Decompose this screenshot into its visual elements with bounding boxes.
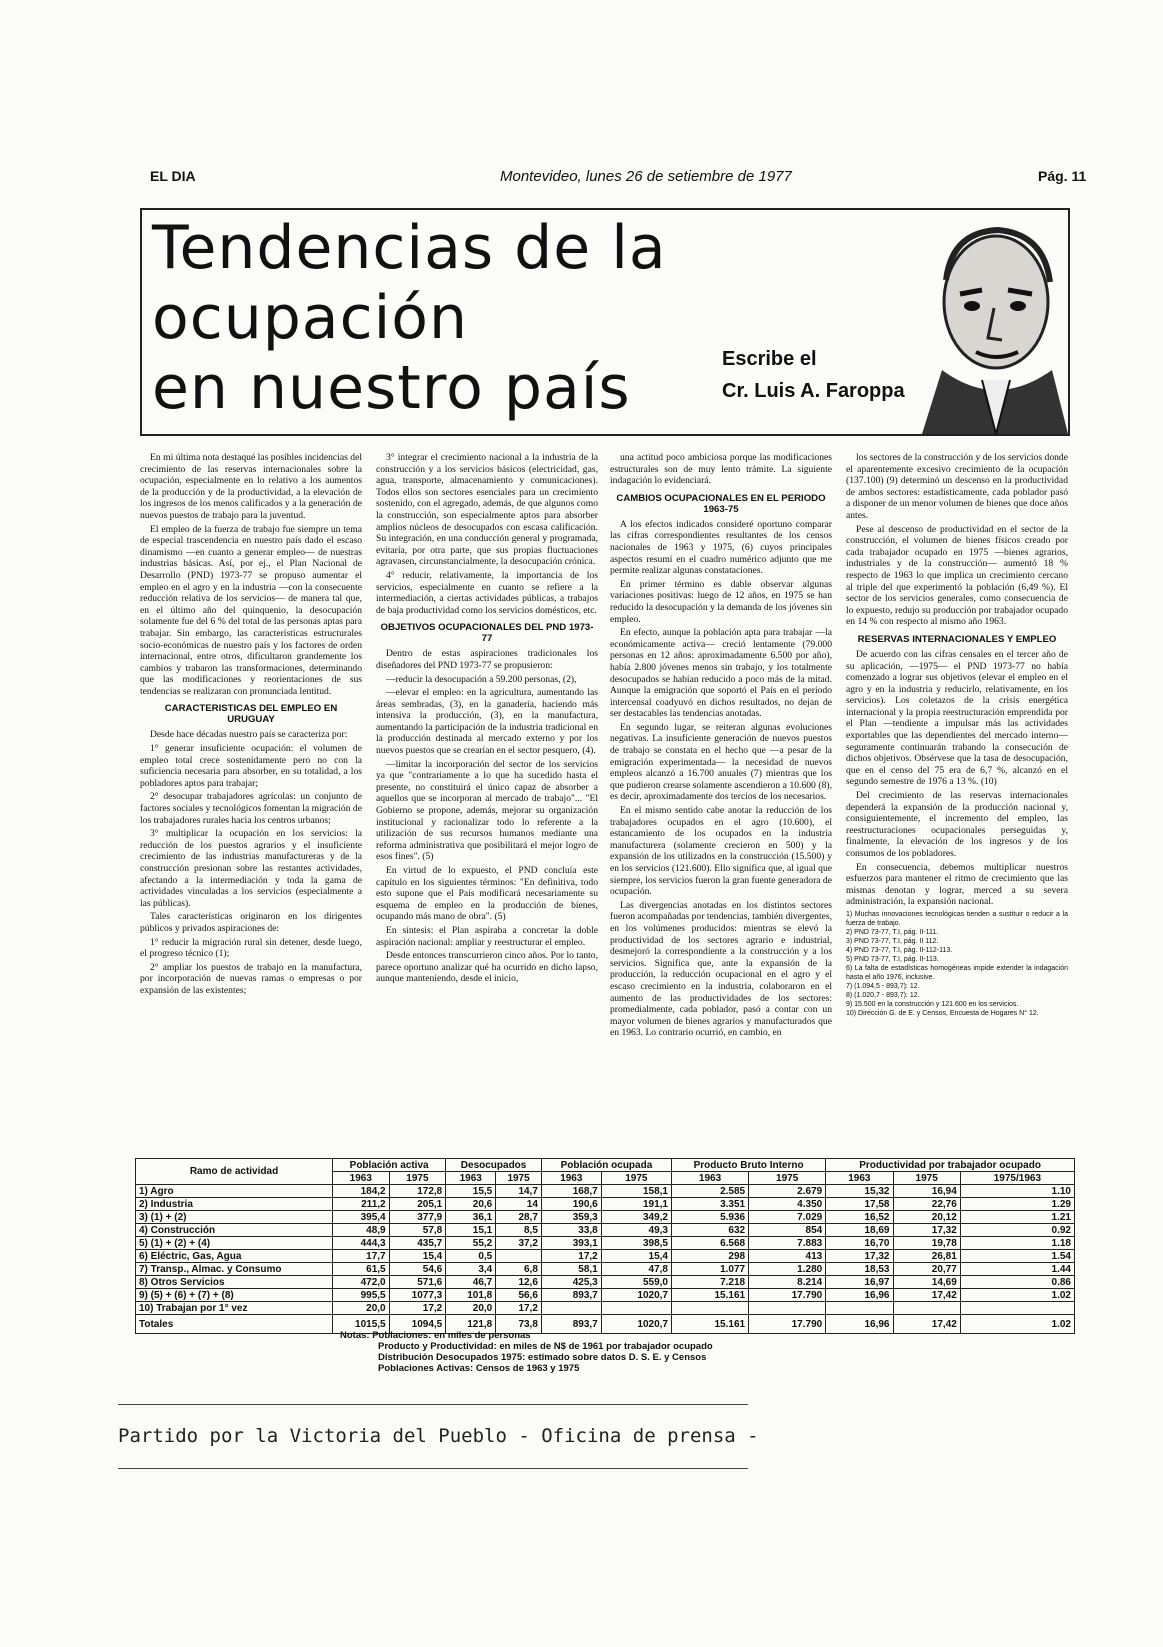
table-cell: 15.161 (671, 1289, 748, 1302)
divider (118, 1468, 748, 1469)
article-body (140, 452, 1070, 1152)
table-cell: 37,2 (496, 1237, 542, 1250)
table-cell: 6,8 (496, 1263, 542, 1276)
table-cell: 49,3 (601, 1224, 671, 1237)
table-notes (340, 1330, 713, 1374)
paragraph: —limitar la incorporación del sector de los servicios ya que "contrariamente a lo que ha sucedido hasta el presente, no constituirá el único capaz de absorber a aquellos que se incorporan al mercado de trabajo"... "El Gobierno se propone, además, mejorar su organización institucional y racionalizar todo lo referente a la utilización de sus recursos humanos mediante una reforma administrativa que posibilitará el mejor logro de esos fines". (5) (376, 758, 598, 863)
paragraph: 3° integrar el crecimiento nacional a la industria de la construcción y a los servicios básicos (electricidad, gas, agua, transporte, almacenamiento y comunicaciones). Todos ellos son sectores esenciales para un crecimiento sostenido, con el agregado, además, de que algunos como la construcción, son especialmente aptos para absorber amplios núcleos de desocupados con escasa calificación. Su integración, en una conducción general y programada, evitaría, por otra parte, que sus propias fluctuaciones agravasen, circunstancialmente, la desocupación crónica. (376, 452, 598, 568)
row-label: 8) Otros Servicios (136, 1276, 333, 1289)
footnote: 2) PND 73-77, T.I, pág. II-111. (846, 928, 939, 936)
paragraph: 2° desocupar trabajadores agrícolas: un conjunto de factores sociales y tecnológicos fomentan la migración de los trabajadores rurales hacia los centros urbanos; (140, 791, 362, 826)
footnote: 1) Muchas innovaciones tecnológicas tienden a sustituir o reducir a la fuerza de trabajo. (846, 910, 1068, 927)
paragraph: En segundo lugar, se reiteran algunas evoluciones negativas. La insuficiente generación de nuevos puestos de trabajo se constata en el hecho que —a pesar de la emigración experimentada— la necesidad de nuevos empleos alcanzó a 16.700 anuales (7) mientras que los que pudieron crearse solamente ascendieron a 10.600 (8), es decir, aproximadamente dos tercios de los necesarios. (610, 721, 832, 803)
paragraph: Desde hace décadas nuestro país se caracteriza por: (150, 729, 348, 741)
paragraph: El empleo de la fuerza de trabajo fue siempre un tema de especial trascendencia en nuestro país dado el escaso dinamismo —en cuanto a generar empleo— de nuestras industrias básicas. Así, por ej., el Plan Nacional de Desarrollo (PND) 1973-77 se propuso aumentar el empleo en el agro y en la industria —con la consecuente reducción relativa de los servicios— de manera tal que, en el último año del quinquenio, la desocupación solamente fue del 6 % del total de las personas aptas para trabajar. Sin embargo, las características estructurales socio-económicas de nuestro país y los factores de orden internacional, entre otros, dificultaron grandemente los cambios y trabaron las transformaciones, determinando que las modificaciones y reorientaciones de sus tendencias se realizaran con pronunciada lentitud. (140, 523, 362, 697)
table-row (136, 1224, 1075, 1237)
table-cell: 632 (671, 1224, 748, 1237)
year-header: 1963 (541, 1172, 601, 1185)
paragraph: —reducir la desocupación a 59.200 personas, (2), (386, 673, 577, 685)
table-cell: 6.568 (671, 1237, 748, 1250)
table-cell: 5.936 (671, 1211, 748, 1224)
table-cell: 7.218 (671, 1276, 748, 1289)
table-cell: 205,1 (389, 1198, 446, 1211)
paragraph: —elevar el empleo: en la agricultura, aumentando las áreas sembradas, (3), en la ganadería, haciendo más intensiva la producción, (3), en la manufactura, aumentando la participación de la industria tradicional en la producción destinada al mercado externo y por los nuevos puestos que se crearían en el sector pesquero, (4). (376, 687, 598, 757)
divider (118, 1404, 748, 1405)
table-cell: 17,2 (541, 1250, 601, 1263)
paragraph: 2° ampliar los puestos de trabajo en la manufactura, por incorporación de nuevas ramas o empresas o por expansión de las existentes; (140, 961, 362, 996)
table-cell: 1015,5 (333, 1315, 390, 1334)
paragraph: En efecto, aunque la población apta para trabajar —la económicamente activa— creció lentamente (79.000 personas en 12 años: aproximadamente 6.500 por año), había 2.800 jóvenes menos sin trabajo, y los totalmente desocupados se habían reducido a poco más de la mitad. Aunque la emigración que soportó el País en el período intercensal coadyuvó en dichos resultados, no dejan de ser destacables las tendencias anotadas. (610, 627, 832, 720)
table-cell: 472,0 (333, 1276, 390, 1289)
table-cell: 17,42 (893, 1289, 960, 1302)
table-cell (671, 1302, 748, 1315)
table-cell: 1.02 (960, 1289, 1074, 1302)
table-cell: 1020,7 (601, 1289, 671, 1302)
table-cell: 393,1 (541, 1237, 601, 1250)
row-label: 7) Transp., Almac. y Consumo (136, 1263, 333, 1276)
note-line: Poblaciones: en miles de personas (372, 1330, 531, 1341)
table-cell: 1020,7 (601, 1315, 671, 1334)
table-cell: 58,1 (541, 1263, 601, 1276)
table-cell: 18,69 (826, 1224, 893, 1237)
table-cell: 17.790 (749, 1315, 826, 1334)
paragraph: 3° multiplicar la ocupación en los servicios: la reducción de los puestos agrarios y el insuficiente crecimiento de las industrias manufactureras y de la construcción presionan sobre las restantes actividades, afectando a la intermediación y toda la gama de actividades vinculadas a los servicios (especialmente a las públicas). (140, 828, 362, 909)
table-cell: 211,2 (333, 1198, 390, 1211)
footnote: 7) (1.094,5 - 893,7): 12. (846, 982, 920, 990)
row-label: 5) (1) + (2) + (4) (136, 1237, 333, 1250)
group-header: Población activa (333, 1159, 446, 1172)
paragraph: Tales características originaron en los dirigentes públicos y privados aspiraciones de: (140, 911, 362, 934)
year-header: 1963 (446, 1172, 496, 1185)
table-cell: 20,6 (446, 1198, 496, 1211)
paragraph: En el mismo sentido cabe anotar la reducción de los trabajadores ocupados en el agro (10.600), el estancamiento de los ocupados en la industria manufacturera (solamente crecieron en 500) y la expansión de los utilizados en la construcción (15.500) y en los servicios (121.600). Ello significa que, al igual que siempre, los servicios fueron la gran fuente generadora de ocupación. (610, 805, 832, 898)
table-cell: 0.86 (960, 1276, 1074, 1289)
table-cell: 19,78 (893, 1237, 960, 1250)
table-cell: 3.351 (671, 1198, 748, 1211)
table-cell: 559,0 (601, 1276, 671, 1289)
table-cell: 854 (749, 1224, 826, 1237)
table-cell: 8,5 (496, 1224, 542, 1237)
table-cell: 16,96 (826, 1315, 893, 1334)
table-row (136, 1250, 1075, 1263)
table-cell: 16,52 (826, 1211, 893, 1224)
article-column-1 (140, 452, 362, 1152)
table-cell: 33,8 (541, 1224, 601, 1237)
paragraph: 4° reducir, relativamente, la importancia de los servicios, especialmente en cuanto se refiere a la intermediación, a ciertas actividades públicas, a trabajos de baja productividad como los servicios domésticos, etc. (376, 569, 598, 616)
table-cell: 47,8 (601, 1263, 671, 1276)
row-label: 3) (1) + (2) (136, 1211, 333, 1224)
table-cell: 413 (749, 1250, 826, 1263)
article-column-2 (376, 452, 598, 1152)
table-cell: 571,6 (389, 1276, 446, 1289)
table-cell: 26,81 (893, 1250, 960, 1263)
table-cell: 17,42 (893, 1315, 960, 1334)
paragraph: Del crecimiento de las reservas internacionales dependerá la expansión de la producción nacional y, consiguientemente, el incremento del empleo, las reestructuraciones ocupacionales perseguidas y, finalmente, la elevación de los ingresos y de los consumos de los pobladores. (846, 790, 1068, 859)
table-cell: 17,7 (333, 1250, 390, 1263)
table-cell: 158,1 (601, 1185, 671, 1198)
footnote: 4) PND 73-77, T.I, pág. II-112-113. (846, 946, 953, 954)
table-cell: 17,58 (826, 1198, 893, 1211)
table-cell: 20,0 (333, 1302, 390, 1315)
paragraph: En virtud de lo expuesto, el PND concluía este capítulo en los siguientes términos: "En definitiva, todo esto supone que el País modificará necesariamente su esquema de empleo en la producción de bienes, ocupando más mano de obra". (5) (376, 865, 598, 923)
table-cell: 398,5 (601, 1237, 671, 1250)
footnote: 9) 15.500 en la construcción y 121.600 en los servicios. (846, 1000, 1019, 1008)
table-cell: 1.077 (671, 1263, 748, 1276)
table-cell: 190,6 (541, 1198, 601, 1211)
row-label: 2) Industria (136, 1198, 333, 1211)
table-cell: 444,3 (333, 1237, 390, 1250)
section-heading: CAMBIOS OCUPACIONALES EN EL PERIODO 1963-75 (616, 492, 826, 515)
table-cell: 1.54 (960, 1250, 1074, 1263)
table-cell: 18,53 (826, 1263, 893, 1276)
table-cell: 1.18 (960, 1237, 1074, 1250)
group-header: Desocupados (446, 1159, 542, 1172)
group-header: Población ocupada (541, 1159, 671, 1172)
table-cell: 15,1 (446, 1224, 496, 1237)
table-cell: 15,4 (601, 1250, 671, 1263)
table-cell: 4.350 (749, 1198, 826, 1211)
row-label: 9) (5) + (6) + (7) + (8) (136, 1289, 333, 1302)
table-cell: 1077,3 (389, 1289, 446, 1302)
table-cell: 7.883 (749, 1237, 826, 1250)
table-cell: 55,2 (446, 1237, 496, 1250)
group-header: Productividad por trabajador ocupado (826, 1159, 1075, 1172)
table-cell: 46,7 (446, 1276, 496, 1289)
year-header: 1963 (826, 1172, 893, 1185)
table-row (136, 1237, 1075, 1250)
year-header: 1975 (749, 1172, 826, 1185)
year-header: 1975 (893, 1172, 960, 1185)
table-cell: 14,69 (893, 1276, 960, 1289)
table-cell: 1.280 (749, 1263, 826, 1276)
employment-table (135, 1158, 1075, 1334)
table-cell: 14,7 (496, 1185, 542, 1198)
table-cell: 121,8 (446, 1315, 496, 1334)
table-cell: 36,1 (446, 1211, 496, 1224)
row-header: Ramo de actividad (136, 1159, 333, 1185)
year-header: 1975 (496, 1172, 542, 1185)
table-cell: 377,9 (389, 1211, 446, 1224)
paragraph: Desde entonces transcurrieron cinco años. Por lo tanto, parece oportuno analizar qué ha ocurrido en dicho lapso, aunque manteniendo, desde el inicio, (376, 950, 598, 985)
table-cell: 425,3 (541, 1276, 601, 1289)
table-cell: 28,7 (496, 1211, 542, 1224)
table-cell: 101,8 (446, 1289, 496, 1302)
table-row (136, 1185, 1075, 1198)
row-label: 10) Trabajan por 1° vez (136, 1302, 333, 1315)
table-cell: 48,9 (333, 1224, 390, 1237)
table-cell: 22,76 (893, 1198, 960, 1211)
footnote: 3) PND 73-77, T.I, pág. II 112. (846, 937, 939, 945)
dateline: Montevideo, lunes 26 de setiembre de 1977 (500, 168, 792, 185)
table-cell (893, 1302, 960, 1315)
paragraph: De acuerdo con las cifras censales en el tercer año de su aplicación, —1975— el PND 1973-77 no había comenzado a lograr sus objetivos (elevar el empleo en el agro y en la industria y reducirlo, relativamente, en los servicios). Los coletazos de la crisis energética internacional y la propia reestructuración emprendida por el Plan —tendiente a impulsar más las actividades exportables que las dependientes del mercado interno— seguramente continuarán trabando la consecución de dichos objetivos. Obsérvese que la tasa de desocupación, que en el censo del 75 era de 6,7 %, alcanzó en el segundo semestre de 1976 a 13 %. (10) (846, 648, 1068, 788)
table-cell: 893,7 (541, 1289, 601, 1302)
table-cell: 1.10 (960, 1185, 1074, 1198)
byline-author: Cr. Luis A. Faroppa (722, 380, 905, 402)
table-cell: 15,5 (446, 1185, 496, 1198)
table-cell (826, 1302, 893, 1315)
table-cell: 172,8 (389, 1185, 446, 1198)
newspaper-name: EL DIA (150, 168, 196, 184)
note-line: Distribución Desocupados 1975: estimado sobre datos D. S. E. y Censos (378, 1352, 707, 1363)
table-cell: 8.214 (749, 1276, 826, 1289)
table-cell: 14 (496, 1198, 542, 1211)
paragraph: 1° generar insuficiente ocupación: el volumen de empleo total crece sostenidamente pero no con la suficiencia necesaria para absorber, en su totalidad, a los pobladores aptos para trabajar; (140, 743, 362, 789)
table-row (136, 1289, 1075, 1302)
table-cell: 54,6 (389, 1263, 446, 1276)
table-cell: 17,32 (893, 1224, 960, 1237)
table-row (136, 1263, 1075, 1276)
footnote: 10) Dirección G. de E. y Censos, Encuesta de Hogares N° 12. (846, 1009, 1039, 1017)
table-row (136, 1302, 1075, 1315)
paragraph: Dentro de estas aspiraciones tradicionales los diseñadores del PND 1973-77 se propusieron: (376, 648, 598, 671)
article-column-4 (846, 452, 1068, 1152)
section-heading: CARACTERISTICAS DEL EMPLEO EN URUGUAY (164, 703, 338, 726)
table-cell: 20,12 (893, 1211, 960, 1224)
table-cell: 16,96 (826, 1289, 893, 1302)
table-cell: 893,7 (541, 1315, 601, 1334)
table-cell: 184,2 (333, 1185, 390, 1198)
table-cell: 1.29 (960, 1198, 1074, 1211)
table-cell: 349,2 (601, 1211, 671, 1224)
paragraph: En mi última nota destaqué las posibles incidencias del crecimiento de las reservas internacionales sobre la ocupación, especialmente en lo relativo a los aumentos de la producción y de la productividad, a la elevación de los ingresos de los menos calificados y a la generación de nuevos puestos de trabajo para la juventud. (140, 452, 362, 521)
footer-credit: Partido por la Victoria del Pueblo - Oficina de prensa - (118, 1425, 759, 1447)
paragraph: A los efectos indicados consideré oportuno comparar las cifras correspondientes resultantes de los censos nacionales de 1963 y 1975, (6) cuyos principales aspectos resumí en el cuadro numérico adjunto que me permite realizar algunas constataciones. (610, 518, 832, 577)
table-cell: 7.029 (749, 1211, 826, 1224)
paragraph: En síntesis: el Plan aspiraba a concretar la doble aspiración nacional: ampliar y reestructurar el empleo. (376, 924, 598, 948)
headline-line-1: Tendencias de la (152, 213, 667, 283)
table-cell: 435,7 (389, 1237, 446, 1250)
page-number: Pág. 11 (1038, 168, 1087, 184)
table-cell: 15.161 (671, 1315, 748, 1334)
paragraph: En consecuencia, debemos multiplicar nuestros esfuerzos para mantener el ritmo de crecimiento que las mismas denotan y lograr, merced a su severa administración, la expansión nacional. (846, 861, 1068, 908)
note-line: Producto y Productividad: en miles de N$ de 1961 por trabajador ocupado (378, 1341, 713, 1352)
table-cell: 17,2 (496, 1302, 542, 1315)
table-cell: 2.679 (749, 1185, 826, 1198)
table-cell: 298 (671, 1250, 748, 1263)
table-cell (496, 1250, 542, 1263)
table-row (136, 1211, 1075, 1224)
section-heading: RESERVAS INTERNACIONALES Y EMPLEO (857, 633, 1057, 645)
headline-line-2: ocupación (152, 283, 468, 353)
footnote: 6) La falta de estadísticas homogéneas impide extender la indagación hasta el año 1976, inclusive. (846, 964, 1068, 981)
table-cell: 0.92 (960, 1224, 1074, 1237)
notes-label: Notas: (340, 1330, 370, 1341)
table-cell: 17.790 (749, 1289, 826, 1302)
footnote: 5) PND 73-77, T.I, pág. II-113. (846, 955, 939, 963)
table-cell: 16,97 (826, 1276, 893, 1289)
paragraph: una actitud poco ambiciosa porque las modificaciones estructurales son de muy lento trámite. La siguiente indagación lo evidenciará. (610, 452, 832, 487)
table-cell: 20,0 (446, 1302, 496, 1315)
table-cell: 73,8 (496, 1315, 542, 1334)
table-cell: 168,7 (541, 1185, 601, 1198)
byline-intro: Escribe el (722, 348, 817, 370)
table-cell: 20,77 (893, 1263, 960, 1276)
table-cell (541, 1302, 601, 1315)
headline-box (140, 208, 1070, 436)
table-row (136, 1198, 1075, 1211)
article-column-3 (610, 452, 832, 1152)
table-cell: 1.44 (960, 1263, 1074, 1276)
table-cell: 15,32 (826, 1185, 893, 1198)
table-row (136, 1276, 1075, 1289)
table-cell: 15,4 (389, 1250, 446, 1263)
year-header: 1963 (333, 1172, 390, 1185)
table-cell (601, 1302, 671, 1315)
table-cell: 359,3 (541, 1211, 601, 1224)
row-label: 4) Construcción (136, 1224, 333, 1237)
table-cell: 16,70 (826, 1237, 893, 1250)
table-cell: 17,2 (389, 1302, 446, 1315)
table-cell: 1094,5 (389, 1315, 446, 1334)
year-header: 1963 (671, 1172, 748, 1185)
headline-line-3: en nuestro país (152, 353, 631, 423)
table-cell: 191,1 (601, 1198, 671, 1211)
table-cell: 17,32 (826, 1250, 893, 1263)
table-cell: 995,5 (333, 1289, 390, 1302)
year-header: 1975 (601, 1172, 671, 1185)
table-cell (960, 1302, 1074, 1315)
table-cell: 12,6 (496, 1276, 542, 1289)
group-header: Producto Bruto Interno (671, 1159, 825, 1172)
paragraph: Las divergencias anotadas en los distintos sectores fueron acompañadas por tendencias, también divergentes, en los volúmenes producidos: mientras se elevó la productividad de los sectores agrario e industrial, desmejoró la correspondiente a la construcción y a los servicios. Significa que, ante la expansión de la producción, la reducción ocupacional en el agro y el escaso crecimiento en la industria, colaboraron en el aumento de las productividades de los sectores: promedialmente, cada poblador, pasó a contar con un mayor volumen de bienes agrarios y manufacturados que en 1963. Lo contrario ocurrió, en cambio, en (610, 899, 832, 1039)
author-portrait (912, 210, 1068, 434)
table-cell: 61,5 (333, 1263, 390, 1276)
footnote: 8) (1.020,7 - 893,7): 12. (846, 991, 920, 999)
row-label: Totales (136, 1315, 333, 1334)
section-heading: OBJETIVOS OCUPACIONALES DEL PND 1973-77 (380, 622, 594, 645)
table-cell: 1.21 (960, 1211, 1074, 1224)
paragraph: 1° reducir la migración rural sin detener, desde luego, el progreso técnico (1); (140, 936, 362, 960)
table-cell: 0,5 (446, 1250, 496, 1263)
paragraph: En primer término es dable observar algunas variaciones positivas: luego de 12 años, en 1975 se han reducido la desocupación y la demanda de los jóvenes sin empleo. (610, 578, 832, 625)
paragraph: Pese al descenso de productividad en el sector de la construcción, el volumen de bienes físicos creado por cada trabajador ocupado en 1975 —bienes agrarios, industriales y de la construcción— aumentó 18 % respecto de 1963 lo que implica un crecimiento cercano al triple del que experimentó la población (6,49 %). El sector de los servicios generales, como consecuencia de lo expuesto, redujo su producción por trabajador ocupado en 14 % con respecto al mismo año 1963. (846, 523, 1068, 628)
ratio-header: 1975/1963 (960, 1172, 1074, 1185)
paragraph: los sectores de la construcción y de los servicios donde el aparentemente excesivo crecimiento de la ocupación (137.100) (9) determinó un descenso en la productividad de ambos sectores: estadísticamente, cada poblador pasó a disponer de un menor volumen de bienes que doce años antes. (846, 452, 1068, 521)
table-cell: 395,4 (333, 1211, 390, 1224)
table-cell: 2.585 (671, 1185, 748, 1198)
row-label: 1) Agro (136, 1185, 333, 1198)
year-header: 1975 (389, 1172, 446, 1185)
table-cell: 16,94 (893, 1185, 960, 1198)
table-cell: 57,8 (389, 1224, 446, 1237)
table-cell: 56,6 (496, 1289, 542, 1302)
row-label: 6) Eléctric, Gas, Agua (136, 1250, 333, 1263)
note-line: Poblaciones Activas: Censos de 1963 y 1975 (378, 1363, 580, 1374)
table-cell: 3,4 (446, 1263, 496, 1276)
table-cell (749, 1302, 826, 1315)
table-cell: 1.02 (960, 1315, 1074, 1334)
